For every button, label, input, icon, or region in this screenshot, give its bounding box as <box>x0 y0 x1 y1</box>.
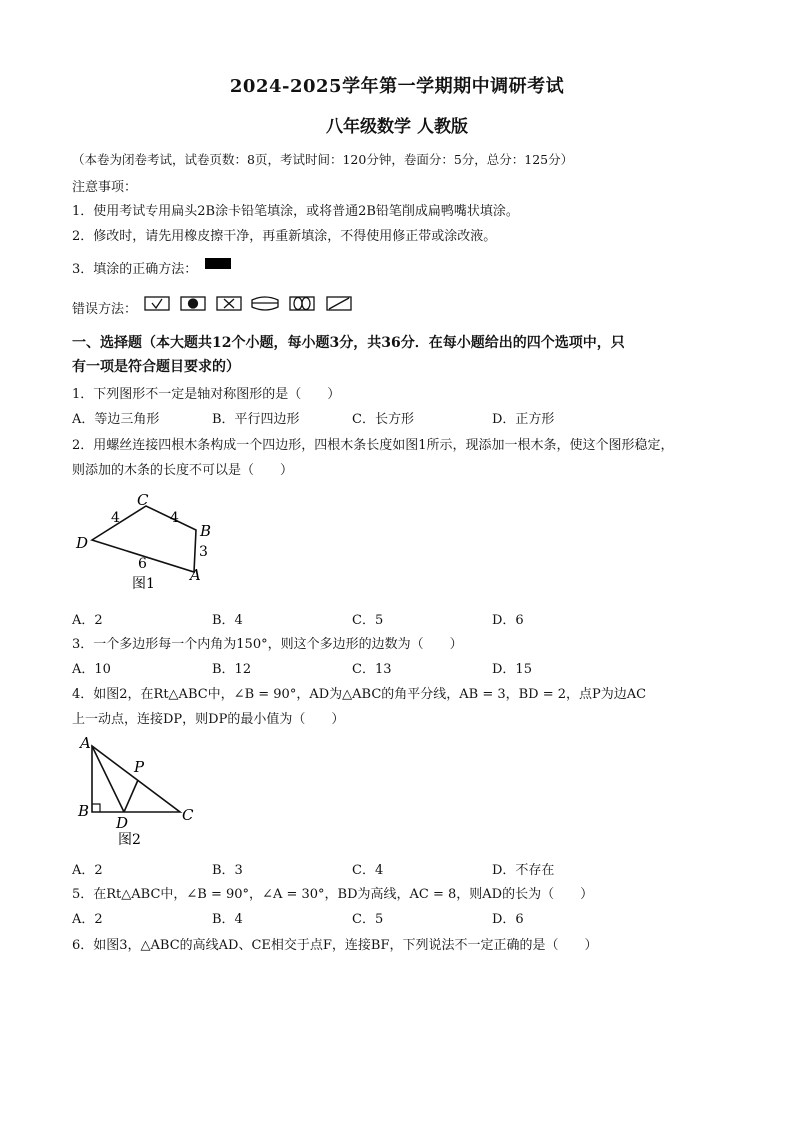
wrong-mark-x <box>224 299 234 308</box>
figure-1-caption: 图1 <box>132 576 155 592</box>
q2-option-c: C．5 <box>352 613 384 628</box>
q2-option-d: D．6 <box>492 613 524 628</box>
note-item-1: 1．使用考试专用扁头2B涂卡铅笔填涂，或将普通2B铅笔削成扁鸭嘴状填涂。 <box>72 204 519 219</box>
wrong-method-label: 错误方法： <box>72 302 138 317</box>
note-item-3: 3．填涂的正确方法： <box>72 262 198 277</box>
vertex-c: C <box>137 491 149 509</box>
figure-1-quadrilateral <box>72 490 222 600</box>
q3-option-c: C．13 <box>352 662 392 677</box>
q4-option-d: D．不存在 <box>492 863 555 878</box>
q5-option-b: B．4 <box>212 912 243 927</box>
q3-option-b: B．12 <box>212 662 252 677</box>
q2-option-b: B．4 <box>212 613 243 628</box>
q3-option-d: D．15 <box>492 662 532 677</box>
question-3: 3．一个多边形每一个内角为150°，则这个多边形的边数为（ ） <box>72 637 463 652</box>
wrong-mark-check <box>152 299 162 308</box>
notes-heading: 注意事项： <box>72 180 138 195</box>
wrong-fill-marks <box>144 294 354 314</box>
vertex-c: C <box>182 806 194 824</box>
question-1: 1．下列图形不一定是轴对称图形的是（ ） <box>72 387 341 402</box>
q1-option-d: D．正方形 <box>492 412 555 427</box>
vertex-p: P <box>134 758 145 776</box>
exam-title: 2024-2025学年第一学期期中调研考试 <box>229 76 565 97</box>
question-4-line2: 上一动点，连接DP，则DP的最小值为（ ） <box>72 712 345 727</box>
segment-dp <box>124 780 138 812</box>
q3-option-a: A．10 <box>72 662 111 677</box>
wrong-mark-circle-right <box>302 298 310 310</box>
q4-option-c: C．4 <box>352 863 384 878</box>
question-2-line2: 则添加的木条的长度不可以是（ ） <box>72 463 294 478</box>
exam-subtitle: 八年级数学 人教版 <box>326 117 468 137</box>
question-6: 6．如图3，△ABC的高线AD、CE相交于点F，连接BF，下列说法不一定正确的是（ ） <box>72 938 598 953</box>
correct-fill-mark <box>205 258 231 269</box>
q1-option-a: A．等边三角形 <box>72 412 160 427</box>
length-da: 6 <box>138 556 147 572</box>
wrong-mark-slash <box>329 298 349 309</box>
q2-option-a: A．2 <box>72 613 103 628</box>
q5-option-c: C．5 <box>352 912 384 927</box>
question-4-line1: 4．如图2，在Rt△ABC中，∠B = 90°，AD为△ABC的角平分线，AB = 3，BD = 2，点P为边AC <box>72 687 647 702</box>
exam-info: （本卷为闭卷考试，试卷页数：8页，考试时间：120分钟，卷面分：5分，总分：125分） <box>72 152 574 167</box>
section-heading-line2: 有一项是符合题目要求的） <box>72 359 240 375</box>
triangle-abc <box>92 746 180 812</box>
q1-option-b: B．平行四边形 <box>212 412 300 427</box>
wrong-mark-dot <box>189 299 198 308</box>
figure-2-triangle <box>72 732 202 852</box>
section-heading-line1: 一、选择题（本大题共12个小题，每小题3分，共36分．在每小题给出的四个选项中，只 <box>72 335 625 351</box>
q5-option-d: D．6 <box>492 912 524 927</box>
vertex-d: D <box>116 814 129 832</box>
note-item-2: 2．修改时，请先用橡皮擦干净，再重新填涂，不得使用修正带或涂改液。 <box>72 229 497 244</box>
vertex-a: A <box>80 734 91 752</box>
vertex-b: B <box>78 802 90 820</box>
question-5: 5．在Rt△ABC中，∠B = 90°，∠A = 30°，BD为高线，AC = 8，则AD的长为（ ） <box>72 887 594 902</box>
wrong-mark-circle-left <box>294 298 302 310</box>
vertex-d: D <box>76 534 89 552</box>
length-ba: 3 <box>199 544 208 560</box>
length-dc: 4 <box>111 510 120 526</box>
length-cb: 4 <box>170 510 179 526</box>
wrong-mark-check-box <box>145 297 169 310</box>
q4-option-a: A．2 <box>72 863 103 878</box>
q5-option-a: A．2 <box>72 912 103 927</box>
right-angle-mark <box>92 804 100 812</box>
q1-option-c: C．长方形 <box>352 412 414 427</box>
question-2-line1: 2．用螺丝连接四根木条构成一个四边形，四根木条长度如图1所示，现添加一根木条，使这个图形稳定， <box>72 438 674 453</box>
bisector-ad <box>92 746 124 812</box>
q4-option-b: B．3 <box>212 863 243 878</box>
vertex-b: B <box>200 522 212 540</box>
vertex-a: A <box>190 566 201 584</box>
figure-2-caption: 图2 <box>118 832 141 848</box>
